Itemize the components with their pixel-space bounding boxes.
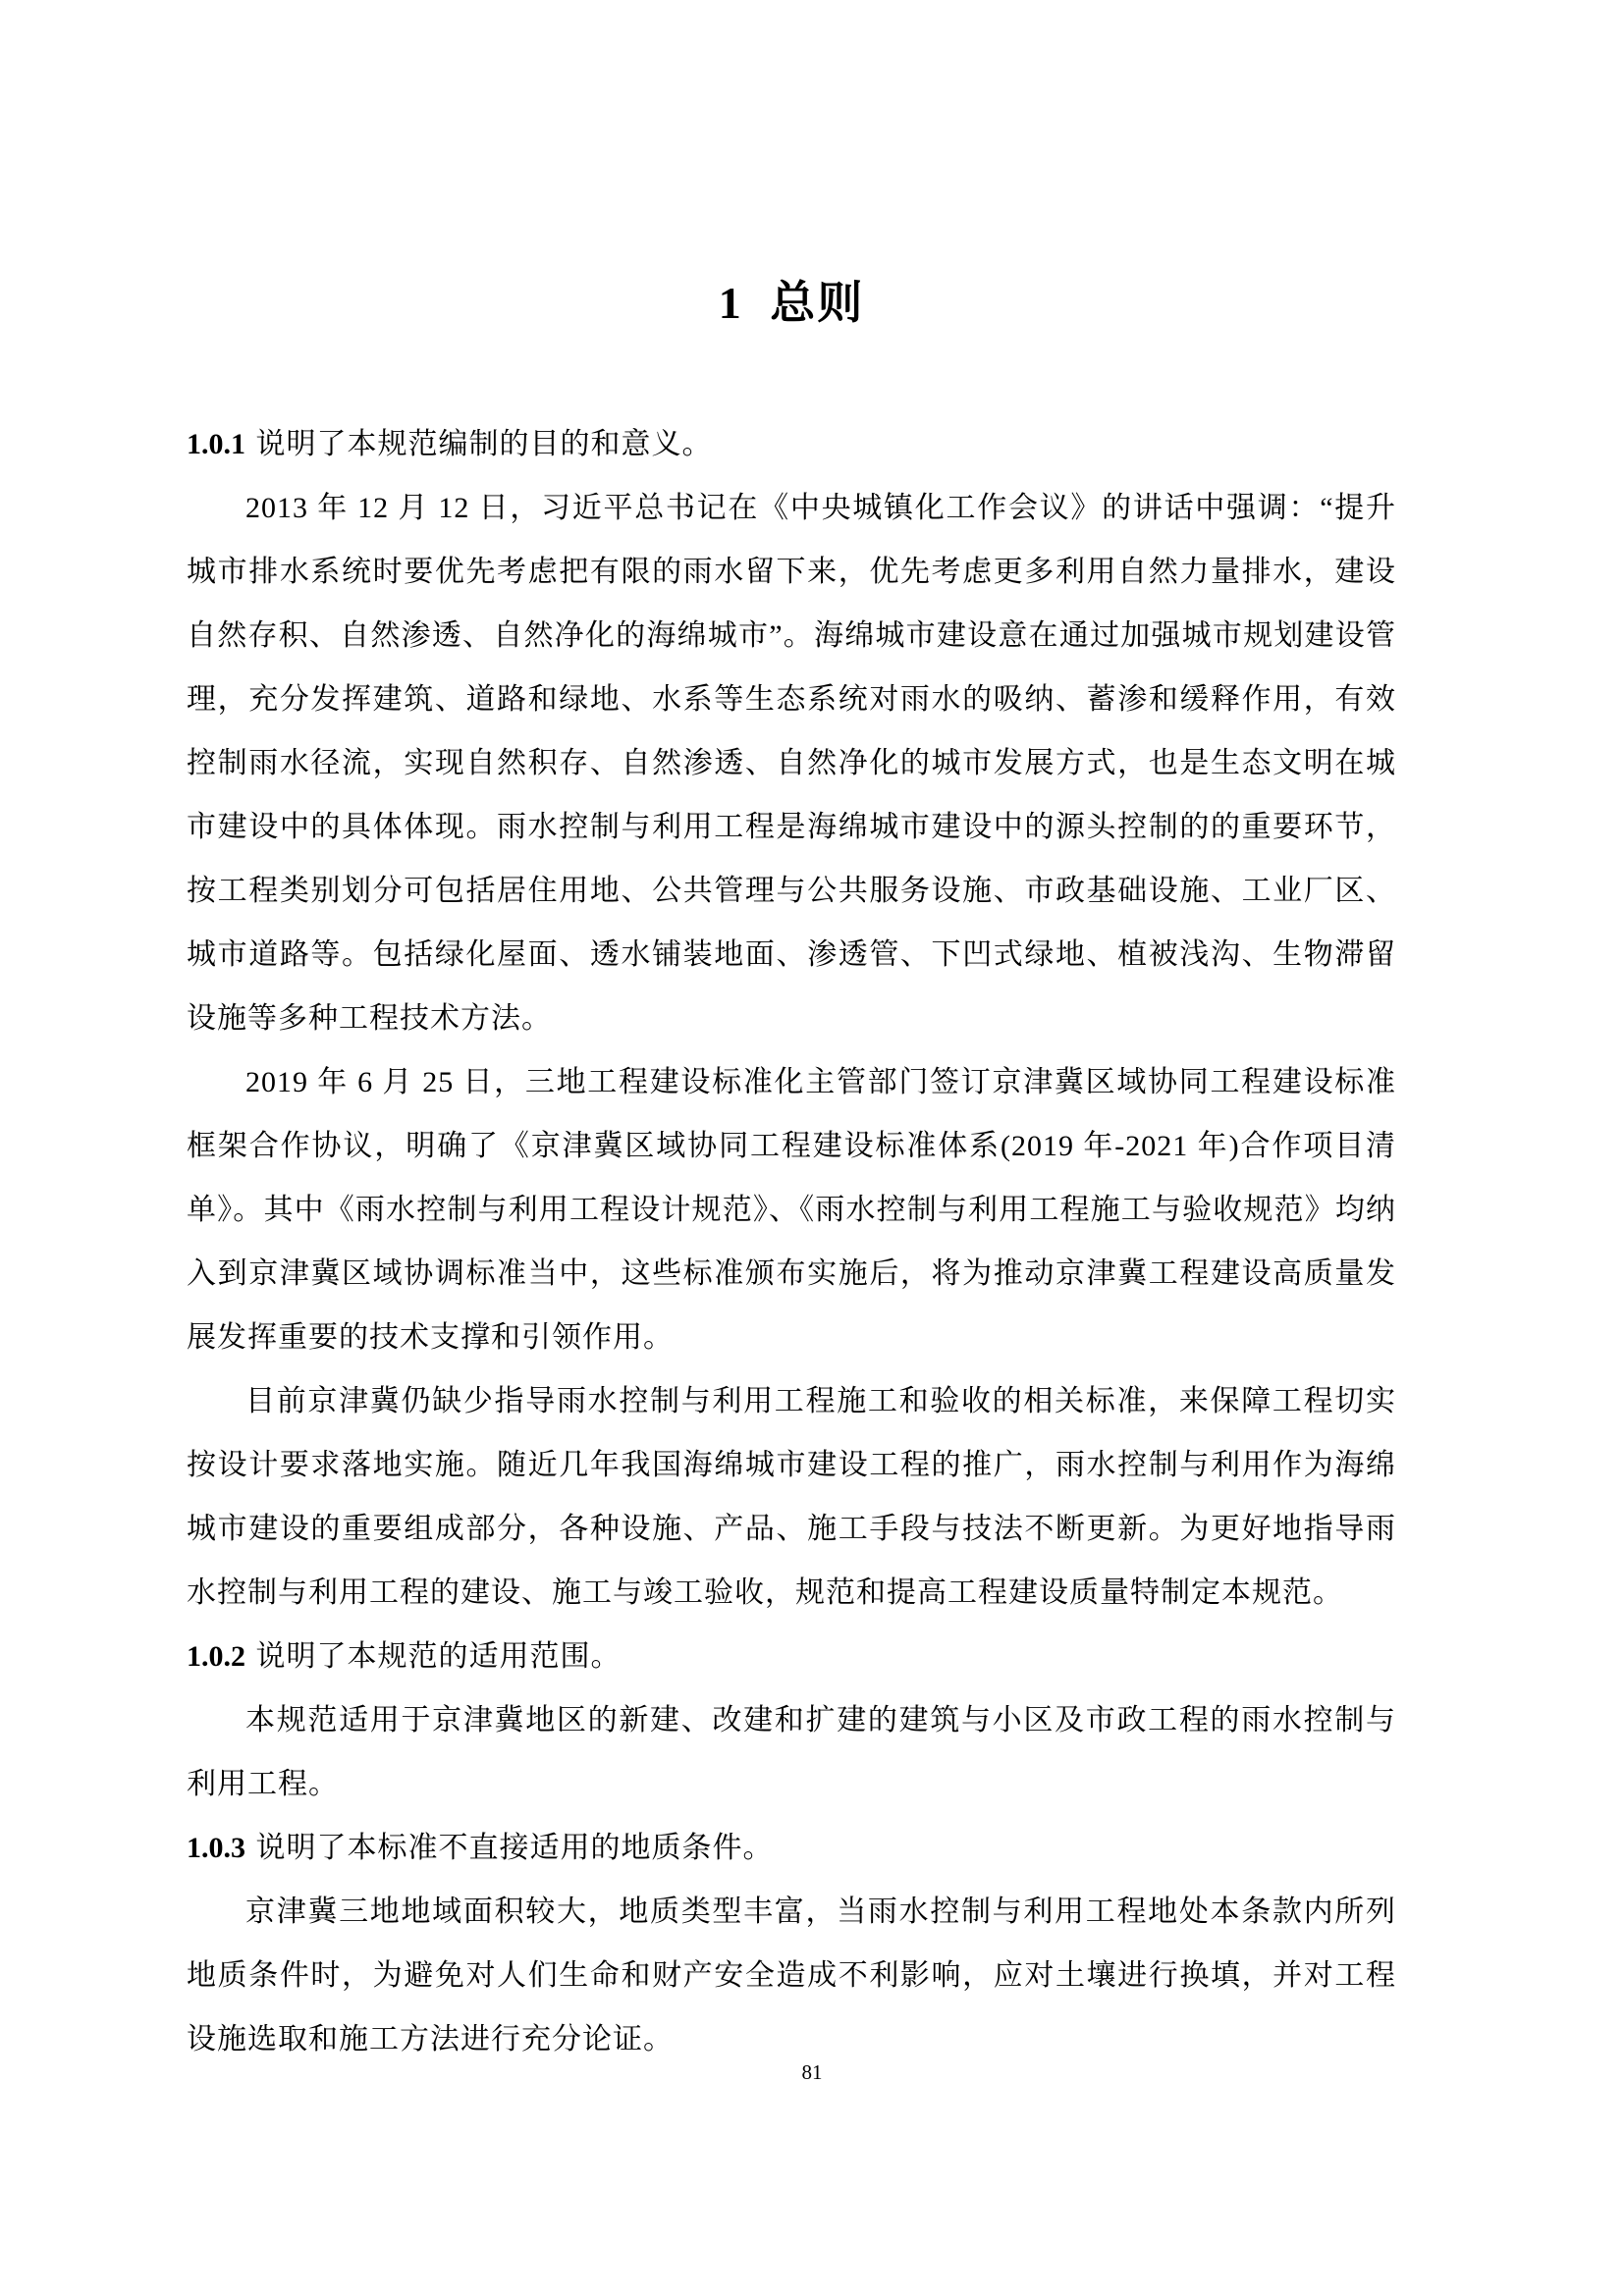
chapter-label: 总则 — [770, 278, 865, 328]
page-title — [187, 273, 1396, 334]
clause-text: 说明了本规范编制的目的和意义。 — [255, 428, 713, 460]
clause-1.0.2 — [187, 1625, 1396, 1688]
body-paragraph: 2019 年 6 月 25 日，三地工程建设标准化主管部门签订京津冀区域协同工程建设标准框架合作协议，明确了《京津冀区域协同工程建设标准体系(2019 年-2021 年)合作项目清单》。其中《雨水控制与利用工程设计规范》、《雨水控制与利用工程施工与验收规范》均纳入到京津冀区域协调标准当中，这些标准颁布实施后，将为推动京津冀工程建设高质量发展发挥重要的技术支撑和引领作用。 — [187, 1066, 1396, 1354]
clause-number: 1.0.2 — [187, 1640, 245, 1673]
clause-1.0.1 — [187, 412, 1396, 476]
document-content — [187, 273, 1396, 2071]
clause-number: 1.0.1 — [187, 428, 245, 460]
page-number: 81 — [801, 2060, 823, 2084]
body-paragraph: 本规范适用于京津冀地区的新建、改建和扩建的建筑与小区及市政工程的雨水控制与利用工程。 — [187, 1704, 1396, 1800]
body-paragraph: 目前京津冀仍缺少指导雨水控制与利用工程施工和验收的相关标准，来保障工程切实按设计要求落地实施。随近几年我国海绵城市建设工程的推广，雨水控制与利用作为海绵城市建设的重要组成部分，各种设施、产品、施工手段与技法不断更新。为更好地指导雨水控制与利用工程的建设、施工与竣工验收，规范和提高工程建设质量特制定本规范。 — [187, 1385, 1396, 1609]
clause-number: 1.0.3 — [187, 1832, 245, 1864]
body-paragraph: 2013 年 12 月 12 日，习近平总书记在《中央城镇化工作会议》的讲话中强调：“提升城市排水系统时要优先考虑把有限的雨水留下来，优先考虑更多利用自然力量排水，建设自然存积、自然渗透、自然净化的海绵城市”。海绵城市建设意在通过加强城市规划建设管理，充分发挥建筑、道路和绿地、水系等生态系统对雨水的吸纳、蓄渗和缓释作用，有效控制雨水径流，实现自然积存、自然渗透、自然净化的城市发展方式，也是生态文明在城市建设中的具体体现。雨水控制与利用工程是海绵城市建设中的源头控制的的重要环节，按工程类别划分可包括居住用地、公共管理与公共服务设施、市政基础设施、工业厂区、城市道路等。包括绿化屋面、透水铺装地面、渗透管、下凹式绿地、植被浅沟、生物滞留设施等多种工程技术方法。 — [187, 492, 1396, 1035]
body-paragraph: 京津冀三地地域面积较大，地质类型丰富，当雨水控制与利用工程地处本条款内所列地质条件时，为避免对人们生命和财产安全造成不利影响，应对土壤进行换填，并对工程设施选取和施工方法进行充分论证。 — [187, 1896, 1396, 2056]
clause-1.0.3 — [187, 1816, 1396, 1880]
clause-text: 说明了本标准不直接适用的地质条件。 — [255, 1832, 774, 1864]
clause-text: 说明了本规范的适用范围。 — [255, 1640, 622, 1673]
chapter-number: 1 — [718, 278, 743, 328]
